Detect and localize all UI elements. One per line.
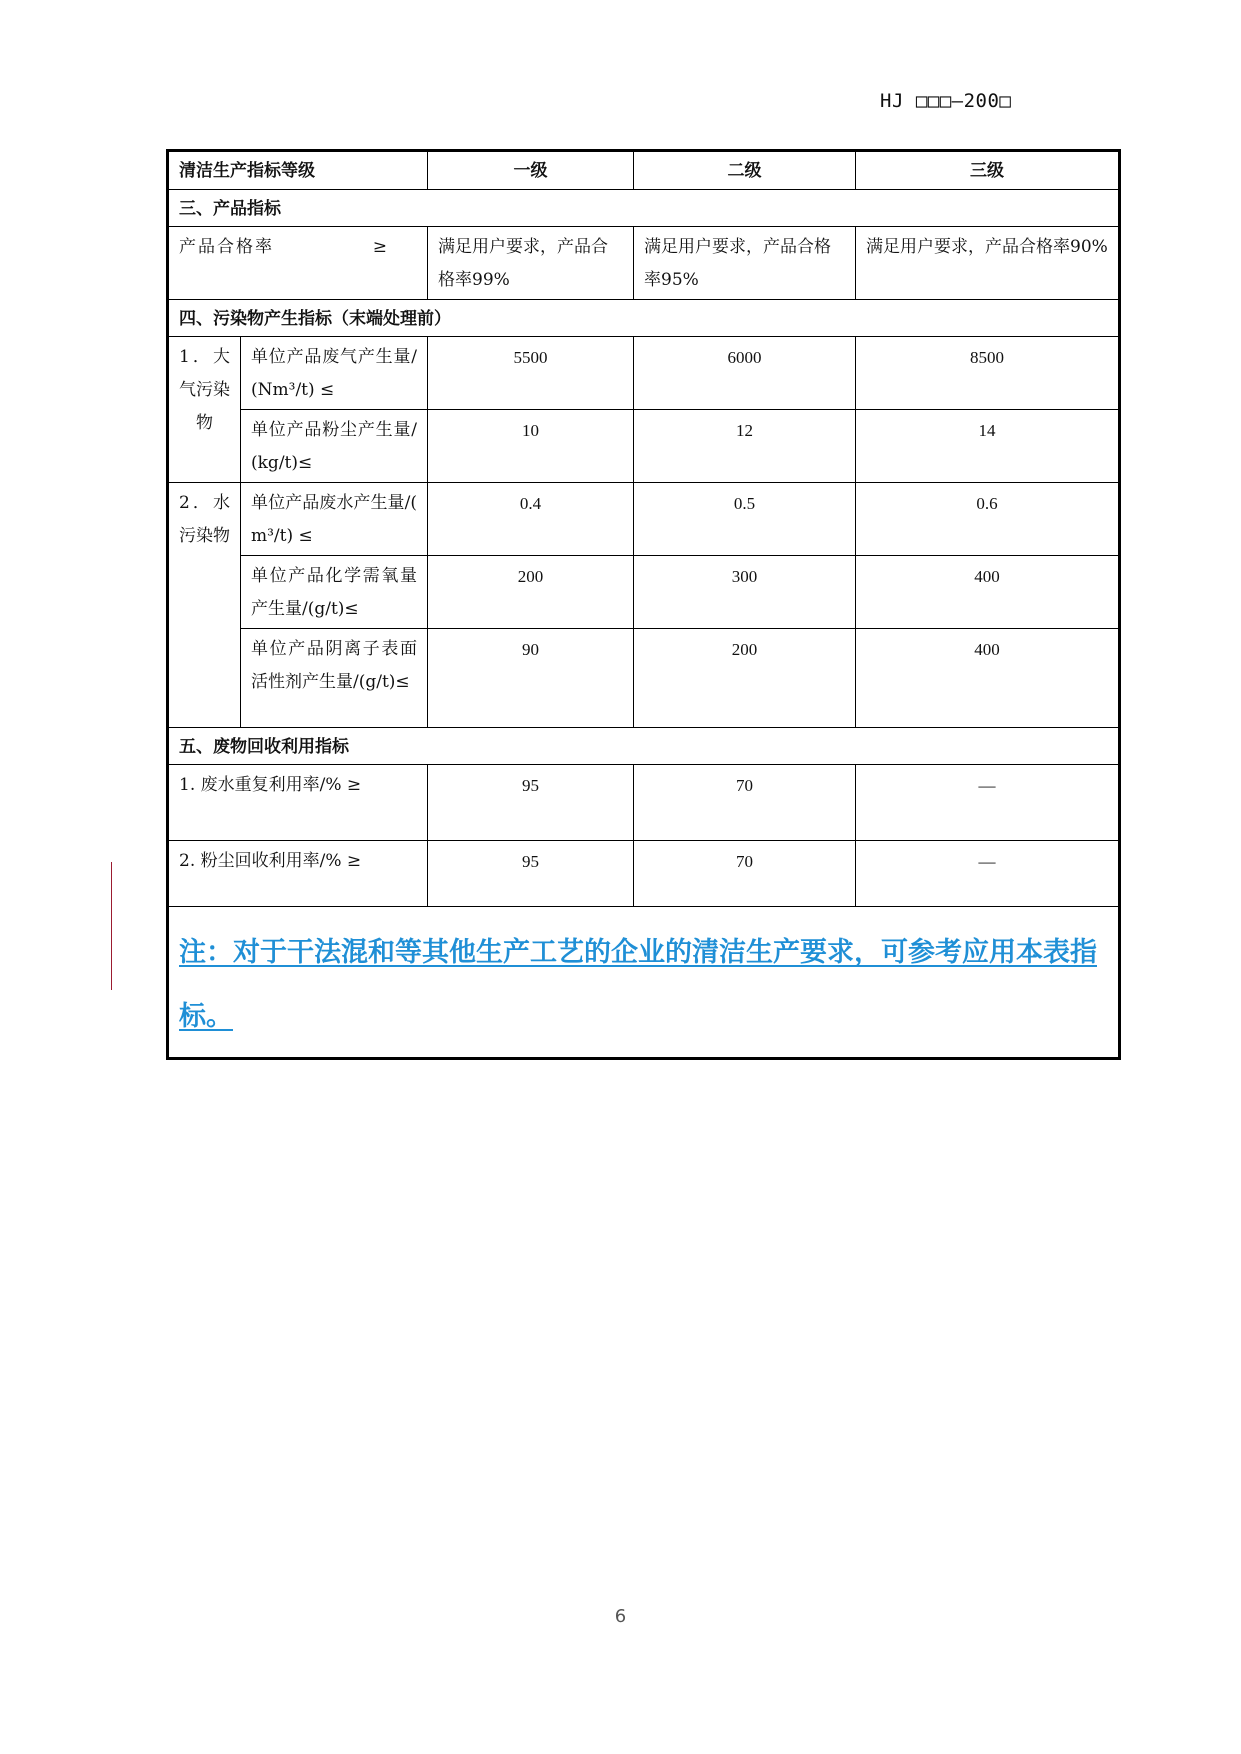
air-row-2-level-2: 12 bbox=[634, 410, 856, 483]
table-note-cell bbox=[168, 907, 1120, 1059]
water-pollutant-group-label: 2．水污染物 bbox=[168, 483, 241, 728]
table-row bbox=[168, 841, 1120, 907]
row-label: 单位产品阴离子表面活性剂产生量/(g/t)≤ bbox=[241, 629, 428, 728]
air-row-2-level-3: 14 bbox=[856, 410, 1120, 483]
section-pollutant-indicators: 四、污染物产生指标（末端处理前） bbox=[168, 300, 1120, 337]
waste-row-1-level-2: 70 bbox=[634, 765, 856, 841]
header-indicator-level: 清洁生产指标等级 bbox=[168, 151, 428, 190]
water-row-3-level-3: 400 bbox=[856, 629, 1120, 728]
table-note: 注：对于干法混和等其他生产工艺的企业的清洁生产要求，可参考应用本表指标。 bbox=[179, 937, 1097, 1032]
header-level-1: 一级 bbox=[428, 151, 634, 190]
waste-row-1-level-3: — bbox=[856, 765, 1120, 841]
water-row-1-level-1: 0.4 bbox=[428, 483, 634, 556]
water-row-1-level-2: 0.5 bbox=[634, 483, 856, 556]
section-row bbox=[168, 190, 1120, 227]
table-row bbox=[168, 765, 1120, 841]
note-row bbox=[168, 907, 1120, 1059]
section-waste-recycling-indicators: 五、废物回收利用指标 bbox=[168, 728, 1120, 765]
row-label: 1. 废水重复利用率/% ≥ bbox=[168, 765, 428, 841]
header-level-3: 三级 bbox=[856, 151, 1120, 190]
air-row-1-level-3: 8500 bbox=[856, 337, 1120, 410]
waste-row-2-level-3: — bbox=[856, 841, 1120, 907]
water-row-3-level-2: 200 bbox=[634, 629, 856, 728]
waste-row-1-level-1: 95 bbox=[428, 765, 634, 841]
table-row bbox=[168, 629, 1120, 728]
water-row-2-level-3: 400 bbox=[856, 556, 1120, 629]
waste-row-2-level-2: 70 bbox=[634, 841, 856, 907]
row-label: 单位产品化学需氧量产生量/(g/t)≤ bbox=[241, 556, 428, 629]
product-pass-rate-level-2: 满足用户要求，产品合格率95% bbox=[634, 227, 856, 300]
product-pass-rate-level-3: 满足用户要求，产品合格率90% bbox=[856, 227, 1120, 300]
table-row bbox=[168, 556, 1120, 629]
document-code: HJ □□□—200□ bbox=[880, 90, 1012, 112]
revision-change-bar bbox=[111, 862, 112, 990]
air-row-1-level-1: 5500 bbox=[428, 337, 634, 410]
water-row-2-level-2: 300 bbox=[634, 556, 856, 629]
product-pass-rate-level-1: 满足用户要求，产品合格率99% bbox=[428, 227, 634, 300]
row-label: 单位产品废水产生量/( m³/t) ≤ bbox=[241, 483, 428, 556]
row-label: 2. 粉尘回收利用率/% ≥ bbox=[168, 841, 428, 907]
table-row bbox=[168, 410, 1120, 483]
air-pollutant-group-label: 1．大气污染物 bbox=[168, 337, 241, 483]
table-header-row bbox=[168, 151, 1120, 190]
product-pass-rate-label-cell bbox=[168, 227, 428, 300]
water-row-2-level-1: 200 bbox=[428, 556, 634, 629]
row-label: 单位产品废气产生量/(Nm³/t) ≤ bbox=[241, 337, 428, 410]
table-row bbox=[168, 483, 1120, 556]
section-row bbox=[168, 300, 1120, 337]
header-level-2: 二级 bbox=[634, 151, 856, 190]
page-number: 6 bbox=[614, 1606, 627, 1627]
product-pass-rate-label: 产品合格率 bbox=[179, 237, 274, 257]
water-row-1-level-3: 0.6 bbox=[856, 483, 1120, 556]
row-label: 单位产品粉尘产生量/ (kg/t)≤ bbox=[241, 410, 428, 483]
clean-production-indicator-table bbox=[166, 149, 1121, 1060]
air-row-2-level-1: 10 bbox=[428, 410, 634, 483]
section-product-indicators: 三、产品指标 bbox=[168, 190, 1120, 227]
section-row bbox=[168, 728, 1120, 765]
waste-row-2-level-1: 95 bbox=[428, 841, 634, 907]
table-row bbox=[168, 227, 1120, 300]
air-row-1-level-2: 6000 bbox=[634, 337, 856, 410]
geq-symbol: ≥ bbox=[372, 237, 387, 257]
table-row bbox=[168, 337, 1120, 410]
water-row-3-level-1: 90 bbox=[428, 629, 634, 728]
